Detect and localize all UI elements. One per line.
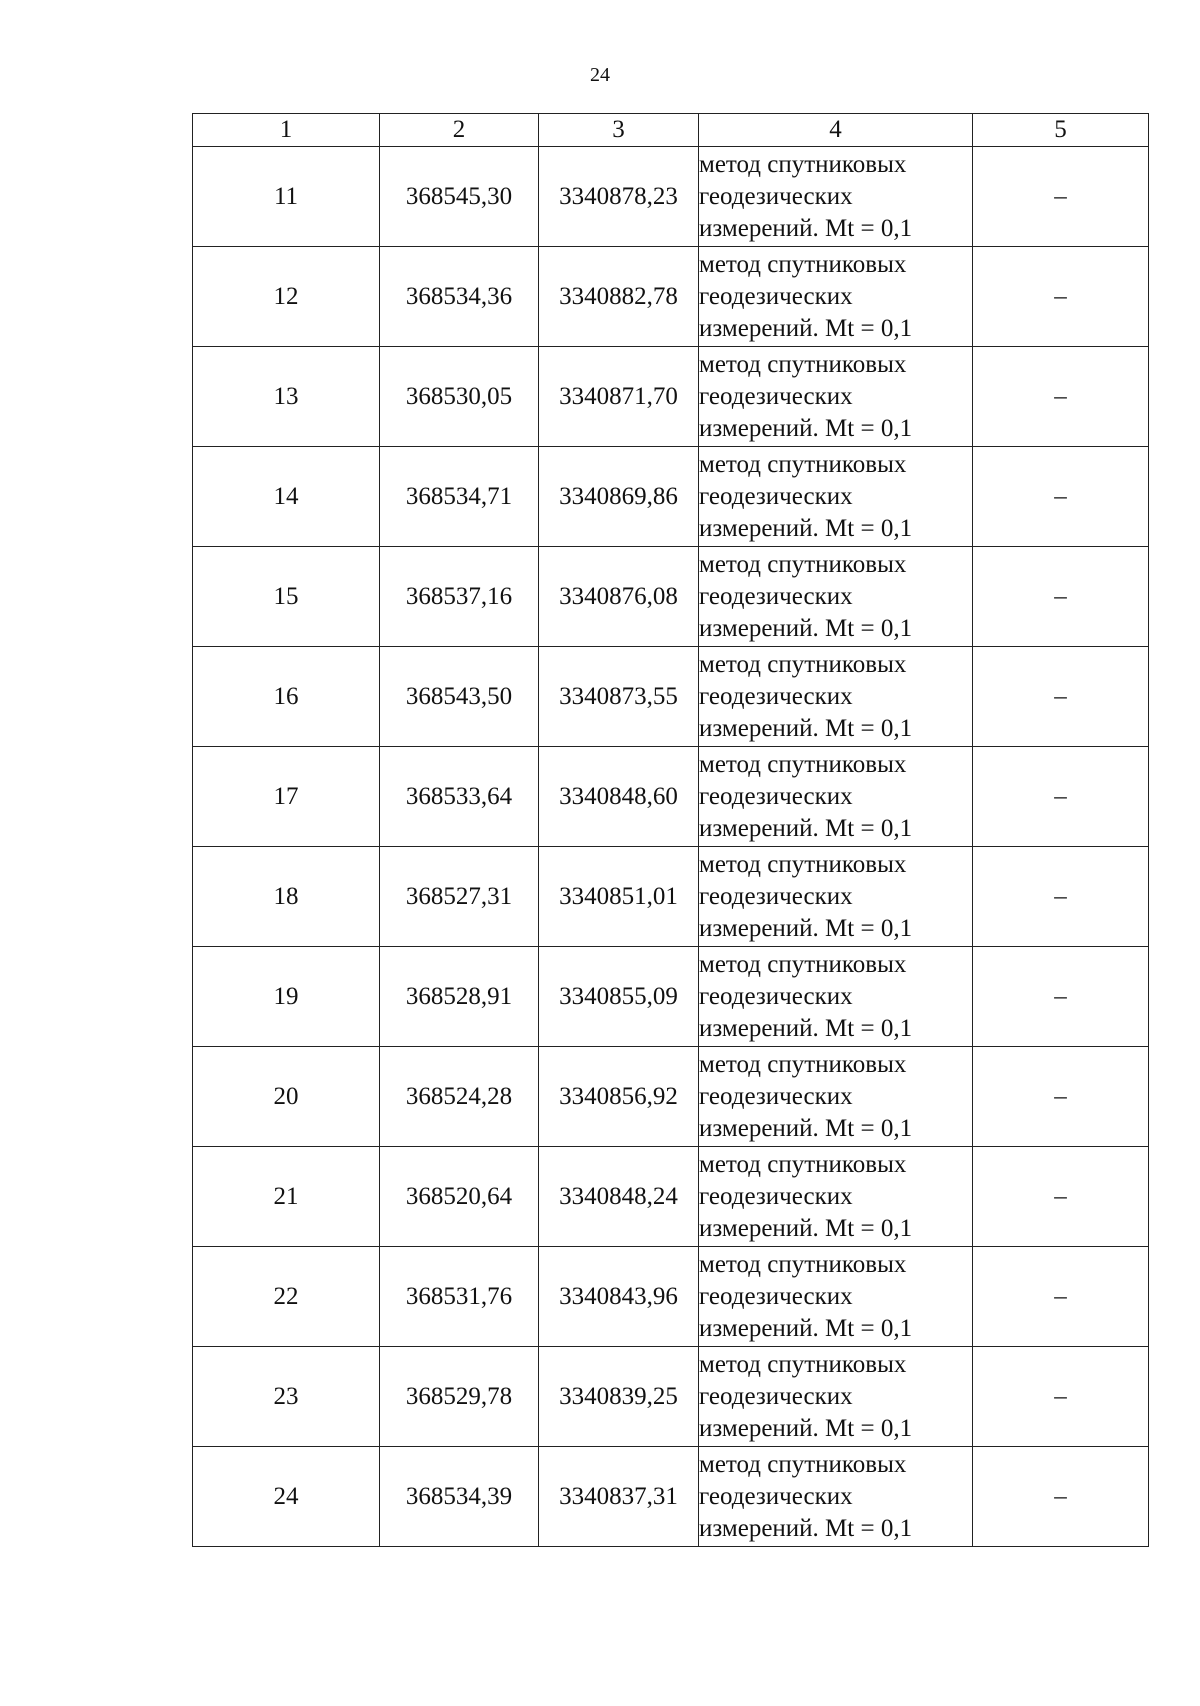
table-row: [193, 347, 1149, 447]
column5-cell: –: [973, 1047, 1149, 1147]
column5-cell: –: [973, 447, 1149, 547]
y-coordinate-cell: 3340871,70: [539, 347, 699, 447]
column5-cell: –: [973, 1247, 1149, 1347]
method-text-line: геодезических: [699, 982, 853, 1010]
y-coordinate-cell: 3340848,24: [539, 1147, 699, 1247]
x-coordinate-cell: 368543,50: [380, 647, 539, 747]
method-text-line: измерений. Mt = 0,1: [699, 1514, 913, 1542]
method-text-line: метод спутниковых: [699, 1150, 907, 1178]
x-coordinate-cell: 368524,28: [380, 1047, 539, 1147]
point-number-cell: 24: [193, 1447, 380, 1547]
method-cell: [699, 1347, 973, 1447]
method-text-line: геодезических: [699, 682, 853, 710]
column5-cell: –: [973, 1147, 1149, 1247]
y-coordinate-cell: 3340869,86: [539, 447, 699, 547]
method-text-line: метод спутниковых: [699, 350, 907, 378]
header-cell: 4: [699, 114, 973, 147]
table-row: [193, 1047, 1149, 1147]
column5-cell: –: [973, 247, 1149, 347]
point-number-cell: 12: [193, 247, 380, 347]
header-cell: 1: [193, 114, 380, 147]
method-text-line: геодезических: [699, 282, 853, 310]
table-row: [193, 1247, 1149, 1347]
method-text-line: измерений. Mt = 0,1: [699, 714, 913, 742]
x-coordinate-cell: 368537,16: [380, 547, 539, 647]
method-text-line: измерений. Mt = 0,1: [699, 514, 913, 542]
method-text-line: геодезических: [699, 782, 853, 810]
method-text-line: измерений. Mt = 0,1: [699, 914, 913, 942]
x-coordinate-cell: 368533,64: [380, 747, 539, 847]
point-number-cell: 15: [193, 547, 380, 647]
x-coordinate-cell: 368529,78: [380, 1347, 539, 1447]
table-header-row: [193, 114, 1149, 147]
point-number-cell: 23: [193, 1347, 380, 1447]
point-number-cell: 11: [193, 147, 380, 247]
y-coordinate-cell: 3340855,09: [539, 947, 699, 1047]
point-number-cell: 22: [193, 1247, 380, 1347]
table-body: [193, 147, 1149, 1547]
table-row: [193, 147, 1149, 247]
method-text-line: метод спутниковых: [699, 450, 907, 478]
point-number-cell: 13: [193, 347, 380, 447]
method-text-line: измерений. Mt = 0,1: [699, 1114, 913, 1142]
method-text-line: метод спутниковых: [699, 1050, 907, 1078]
method-text-line: измерений. Mt = 0,1: [699, 1014, 913, 1042]
method-text-line: измерений. Mt = 0,1: [699, 614, 913, 642]
y-coordinate-cell: 3340882,78: [539, 247, 699, 347]
method-text-line: измерений. Mt = 0,1: [699, 1214, 913, 1242]
method-text-line: измерений. Mt = 0,1: [699, 414, 913, 442]
method-text-line: метод спутниковых: [699, 850, 907, 878]
table-row: [193, 447, 1149, 547]
point-number-cell: 20: [193, 1047, 380, 1147]
method-cell: [699, 1447, 973, 1547]
method-cell: [699, 347, 973, 447]
method-text-line: геодезических: [699, 1282, 853, 1310]
method-text-line: метод спутниковых: [699, 1350, 907, 1378]
table-row: [193, 647, 1149, 747]
point-number-cell: 18: [193, 847, 380, 947]
y-coordinate-cell: 3340876,08: [539, 547, 699, 647]
page-number: 24: [590, 64, 610, 86]
x-coordinate-cell: 368534,39: [380, 1447, 539, 1547]
method-text-line: геодезических: [699, 1482, 853, 1510]
method-text-line: измерений. Mt = 0,1: [699, 314, 913, 342]
table-row: [193, 1447, 1149, 1547]
table-row: [193, 747, 1149, 847]
x-coordinate-cell: 368520,64: [380, 1147, 539, 1247]
x-coordinate-cell: 368534,71: [380, 447, 539, 547]
point-number-cell: 17: [193, 747, 380, 847]
y-coordinate-cell: 3340856,92: [539, 1047, 699, 1147]
y-coordinate-cell: 3340839,25: [539, 1347, 699, 1447]
coordinates-table: [192, 113, 1149, 1547]
point-number-cell: 21: [193, 1147, 380, 1247]
method-cell: [699, 747, 973, 847]
y-coordinate-cell: 3340843,96: [539, 1247, 699, 1347]
x-coordinate-cell: 368534,36: [380, 247, 539, 347]
column5-cell: –: [973, 547, 1149, 647]
method-text-line: метод спутниковых: [699, 250, 907, 278]
method-text-line: измерений. Mt = 0,1: [699, 214, 913, 242]
method-text-line: метод спутниковых: [699, 1450, 907, 1478]
method-text-line: геодезических: [699, 382, 853, 410]
table-row: [193, 247, 1149, 347]
method-cell: [699, 1247, 973, 1347]
method-text-line: геодезических: [699, 582, 853, 610]
point-number-cell: 14: [193, 447, 380, 547]
y-coordinate-cell: 3340851,01: [539, 847, 699, 947]
method-text-line: геодезических: [699, 182, 853, 210]
column5-cell: –: [973, 647, 1149, 747]
x-coordinate-cell: 368530,05: [380, 347, 539, 447]
method-text-line: геодезических: [699, 1382, 853, 1410]
method-text-line: метод спутниковых: [699, 750, 907, 778]
header-cell: 3: [539, 114, 699, 147]
method-cell: [699, 247, 973, 347]
y-coordinate-cell: 3340878,23: [539, 147, 699, 247]
method-cell: [699, 147, 973, 247]
table-row: [193, 1347, 1149, 1447]
header-cell: 2: [380, 114, 539, 147]
method-cell: [699, 947, 973, 1047]
method-text-line: измерений. Mt = 0,1: [699, 814, 913, 842]
point-number-cell: 19: [193, 947, 380, 1047]
x-coordinate-cell: 368527,31: [380, 847, 539, 947]
method-text-line: измерений. Mt = 0,1: [699, 1414, 913, 1442]
table-row: [193, 1147, 1149, 1247]
method-cell: [699, 1047, 973, 1147]
x-coordinate-cell: 368531,76: [380, 1247, 539, 1347]
method-text-line: геодезических: [699, 1182, 853, 1210]
method-text-line: геодезических: [699, 1082, 853, 1110]
column5-cell: –: [973, 147, 1149, 247]
method-cell: [699, 647, 973, 747]
table-row: [193, 847, 1149, 947]
method-text-line: метод спутниковых: [699, 950, 907, 978]
header-cell: 5: [973, 114, 1149, 147]
method-text-line: геодезических: [699, 882, 853, 910]
method-text-line: метод спутниковых: [699, 150, 907, 178]
column5-cell: –: [973, 347, 1149, 447]
y-coordinate-cell: 3340848,60: [539, 747, 699, 847]
method-cell: [699, 847, 973, 947]
method-text-line: метод спутниковых: [699, 1250, 907, 1278]
x-coordinate-cell: 368528,91: [380, 947, 539, 1047]
table-row: [193, 547, 1149, 647]
method-text-line: метод спутниковых: [699, 650, 907, 678]
column5-cell: –: [973, 1447, 1149, 1547]
y-coordinate-cell: 3340837,31: [539, 1447, 699, 1547]
column5-cell: –: [973, 947, 1149, 1047]
column5-cell: –: [973, 847, 1149, 947]
point-number-cell: 16: [193, 647, 380, 747]
column5-cell: –: [973, 747, 1149, 847]
method-text-line: метод спутниковых: [699, 550, 907, 578]
method-text-line: геодезических: [699, 482, 853, 510]
table-row: [193, 947, 1149, 1047]
method-cell: [699, 1147, 973, 1247]
column5-cell: –: [973, 1347, 1149, 1447]
method-text-line: измерений. Mt = 0,1: [699, 1314, 913, 1342]
x-coordinate-cell: 368545,30: [380, 147, 539, 247]
method-cell: [699, 547, 973, 647]
y-coordinate-cell: 3340873,55: [539, 647, 699, 747]
method-cell: [699, 447, 973, 547]
